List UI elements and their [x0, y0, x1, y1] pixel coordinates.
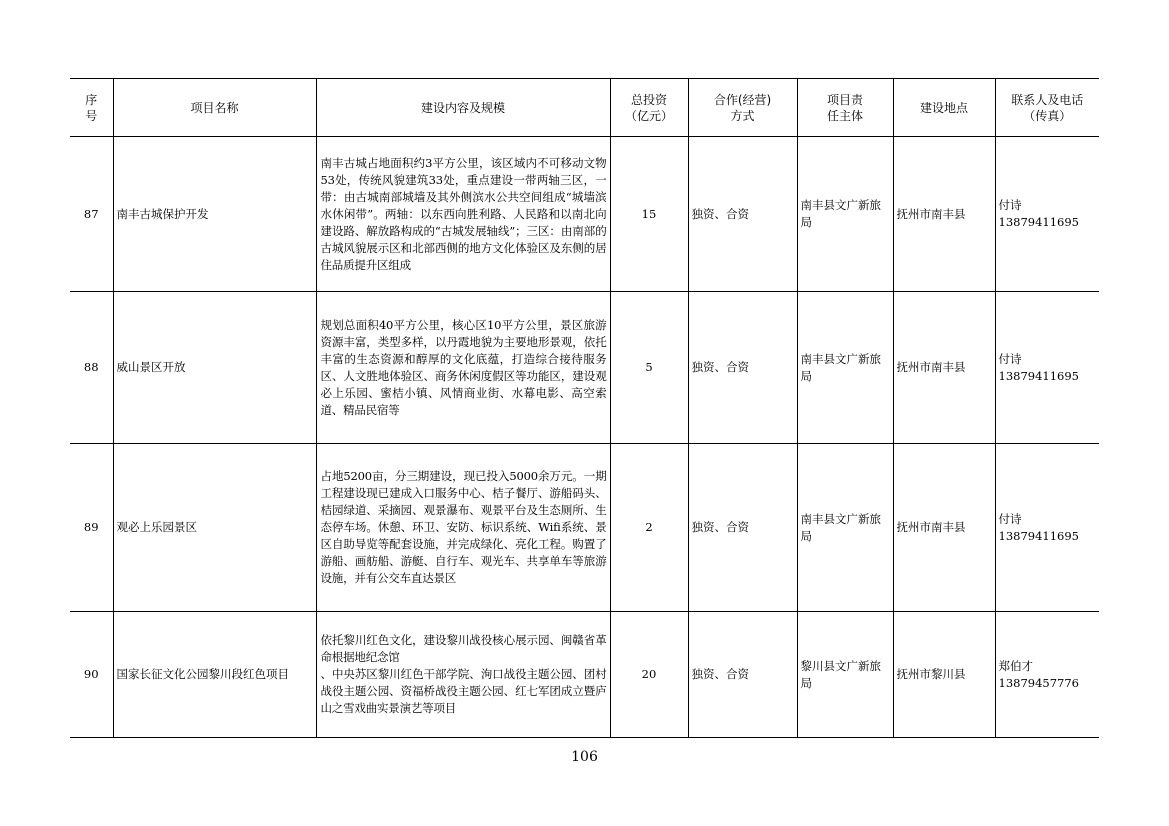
row-owner: 南丰县文广新旅局 — [797, 444, 893, 612]
row-contact — [995, 612, 1099, 738]
row-location: 抚州市黎川县 — [893, 612, 995, 738]
row-content: 规划总面积40平方公里，核心区10平方公里，景区旅游资源丰富，类型多样，以丹霞地貌为主要地形景观，依托丰富的生态资源和醇厚的文化底蕴，打造综合接待服务区、人文胜地体验区、商务休闲度假区等功能区，建设观必上乐园、蜜桔小镇、风情商业街、水幕电影、高空索道、精品民宿等 — [316, 292, 610, 444]
row-seq: 87 — [70, 137, 113, 292]
header-owner: 项目责 任主体 — [797, 79, 893, 137]
row-content: 南丰古城占地面积约3平方公里，该区域内不可移动文物53处，传统风貌建筑33处，重点建设一带两轴三区，一带：由古城南部城墙及其外侧滨水公共空间组成“城墙滨水休闲带”。两轴：以东西向胜利路、人民路和以南北向建设路、解放路构成的“古城发展轴线”；三区：由南部的古城风貌展示区和北部西侧的地方文化体验区及东侧的居住品质提升区组成 — [316, 137, 610, 292]
contact-name: 郑伯才 — [998, 658, 1033, 673]
contact-phone: 13879411695 — [998, 528, 1079, 543]
header-location: 建设地点 — [893, 79, 995, 137]
row-mode: 独资、合资 — [688, 612, 797, 738]
contact-phone: 13879457776 — [998, 675, 1079, 690]
contact-name: 付诗 — [998, 351, 1022, 366]
header-investment: 总投资 （亿元） — [610, 79, 688, 137]
row-name: 国家长征文化公园黎川段红色项目 — [113, 612, 316, 738]
header-content: 建设内容及规模 — [316, 79, 610, 137]
row-mode: 独资、合资 — [688, 444, 797, 612]
header-contact: 联系人及电话 （传真） — [995, 79, 1099, 137]
row-seq: 89 — [70, 444, 113, 612]
contact-name: 付诗 — [998, 511, 1022, 526]
row-mode: 独资、合资 — [688, 137, 797, 292]
contact-phone: 13879411695 — [998, 368, 1079, 383]
row-seq: 90 — [70, 612, 113, 738]
row-investment: 15 — [610, 137, 688, 292]
row-contact — [995, 137, 1099, 292]
row-location: 抚州市南丰县 — [893, 444, 995, 612]
row-owner: 南丰县文广新旅局 — [797, 292, 893, 444]
row-location: 抚州市南丰县 — [893, 292, 995, 444]
row-investment: 20 — [610, 612, 688, 738]
contact-phone: 13879411695 — [998, 215, 1079, 229]
row-contact — [995, 444, 1099, 612]
contact-name: 付诗 — [998, 198, 1022, 212]
row-seq: 88 — [70, 292, 113, 444]
row-owner: 南丰县文广新旅局 — [797, 137, 893, 292]
table-row — [70, 292, 1099, 444]
page-number: 106 — [571, 749, 598, 765]
table-header-row — [70, 79, 1099, 137]
row-contact — [995, 292, 1099, 444]
table-row — [70, 612, 1099, 738]
project-table — [70, 78, 1099, 738]
header-mode: 合作(经营) 方式 — [688, 79, 797, 137]
row-mode: 独资、合资 — [688, 292, 797, 444]
row-investment: 5 — [610, 292, 688, 444]
table-row — [70, 137, 1099, 292]
header-name: 项目名称 — [113, 79, 316, 137]
row-content: 依托黎川红色文化，建设黎川战役核心展示园、闽赣省革命根据地纪念馆 、中央苏区黎川红色干部学院、洵口战役主题公园、团村战役主题公园、资福桥战役主题公园、红七军团成立暨庐山之雪戏曲实景演艺等项目 — [316, 612, 610, 738]
row-investment: 2 — [610, 444, 688, 612]
row-content: 占地5200亩，分三期建设，现已投入5000余万元。一期工程建设现已建成入口服务中心、桔子餐厅、游船码头、桔园绿道、采摘园、观景瀑布、观景平台及生态厕所、生态停车场。休憩、环卫、安防、标识系统、Wifi系统、景区自助导览等配套设施，并完成绿化、亮化工程。购置了游船、画舫船、游艇、自行车、观光车、共享单车等旅游设施，并有公交车直达景区 — [316, 444, 610, 612]
table-row — [70, 444, 1099, 612]
row-name: 威山景区开放 — [113, 292, 316, 444]
row-name: 观必上乐园景区 — [113, 444, 316, 612]
row-location: 抚州市南丰县 — [893, 137, 995, 292]
header-seq: 序 号 — [70, 79, 113, 137]
row-name: 南丰古城保护开发 — [113, 137, 316, 292]
row-owner: 黎川县文广新旅局 — [797, 612, 893, 738]
